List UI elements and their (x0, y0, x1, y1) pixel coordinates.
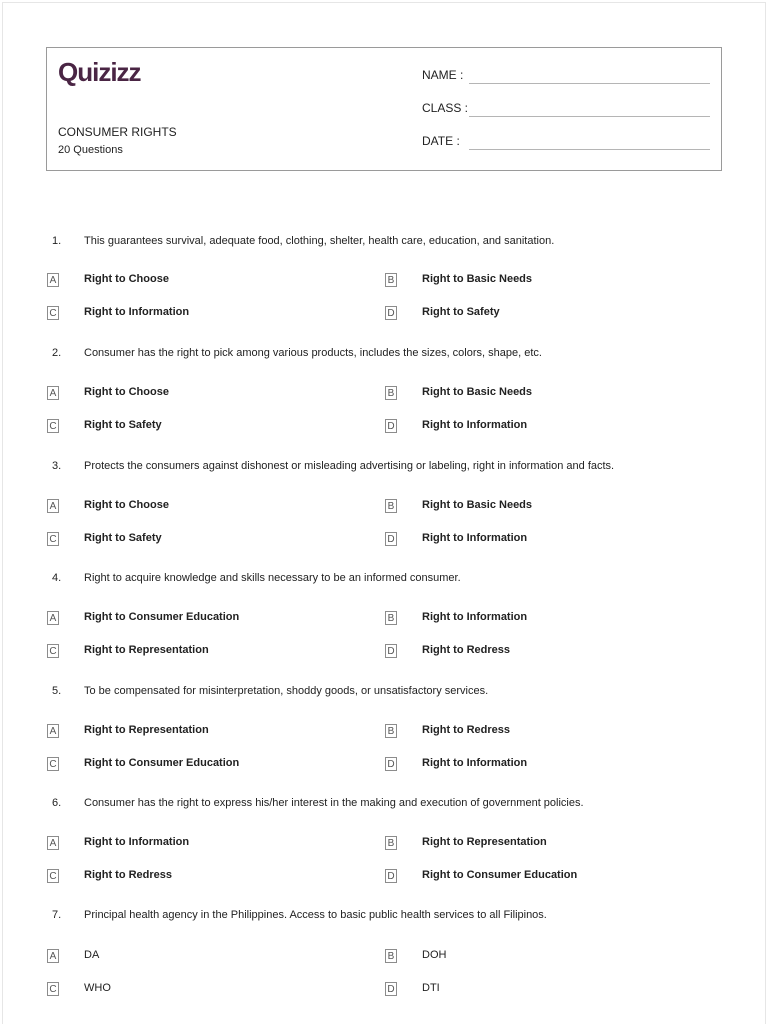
question-number: 1. (52, 235, 62, 247)
option-text: Right to Representation (84, 644, 209, 656)
option-text: DOH (422, 949, 447, 961)
option-letter-box: C (47, 532, 59, 546)
option-text: Right to Redress (422, 644, 511, 656)
option-letter-box: C (47, 982, 59, 996)
option-letter-box: D (385, 869, 397, 883)
option-text: Right to Redress (84, 869, 173, 881)
option-text: Right to Safety (422, 306, 500, 318)
option-text: Right to Representation (84, 724, 209, 736)
option-letter-box: D (385, 982, 397, 996)
question-number: 6. (52, 797, 62, 809)
option-text: Right to Information (84, 306, 190, 318)
option-letter-box: C (47, 306, 59, 320)
option-text: Right to Safety (84, 419, 162, 431)
option-letter-box: A (47, 949, 59, 963)
option-text: Right to Information (422, 757, 528, 769)
question-number: 7. (52, 909, 62, 921)
name-field[interactable] (422, 66, 710, 86)
question-text: Principal health agency in the Philippines. Access to basic public health services to all Filipinos. (84, 909, 547, 921)
option-text: Right to Basic Needs (422, 386, 533, 398)
option-letter-box: D (385, 644, 397, 658)
question-number: 2. (52, 347, 62, 359)
option-letter-box: B (385, 499, 397, 513)
question-text: Consumer has the right to pick among various products, includes the sizes, colors, shape, etc. (84, 347, 542, 359)
name-line[interactable] (469, 83, 710, 84)
option-letter-box: C (47, 644, 59, 658)
question-text: Protects the consumers against dishonest or misleading advertising or labeling, right in information and facts. (84, 460, 615, 472)
option-text: WHO (84, 982, 111, 994)
option-text: Right to Choose (84, 273, 169, 285)
question-number: 5. (52, 685, 62, 697)
option-letter-box: D (385, 306, 397, 320)
option-letter-box: D (385, 419, 397, 433)
question-text: To be compensated for misinterpretation, shoddy goods, or unsatisfactory services. (84, 685, 489, 697)
question-text: This guarantees survival, adequate food, clothing, shelter, health care, education, and sanitation. (84, 235, 555, 247)
option-letter-box: A (47, 273, 59, 287)
question-number: 3. (52, 460, 62, 472)
date-label: DATE : (422, 134, 460, 148)
date-field[interactable] (422, 132, 710, 152)
option-letter-box: A (47, 724, 59, 738)
option-text: Right to Representation (422, 836, 547, 848)
option-text: Right to Consumer Education (84, 757, 240, 769)
option-text: DTI (422, 982, 440, 994)
option-text: DA (84, 949, 100, 961)
option-letter-box: C (47, 757, 59, 771)
class-line[interactable] (469, 116, 710, 117)
question-text: Right to acquire knowledge and skills necessary to be an informed consumer. (84, 572, 461, 584)
option-text: Right to Basic Needs (422, 499, 533, 511)
option-letter-box: B (385, 386, 397, 400)
option-letter-box: D (385, 532, 397, 546)
option-letter-box: B (385, 724, 397, 738)
class-label: CLASS : (422, 101, 469, 115)
option-letter-box: A (47, 499, 59, 513)
option-letter-box: C (47, 869, 59, 883)
option-text: Right to Information (84, 836, 190, 848)
quiz-title: CONSUMER RIGHTS (58, 125, 177, 139)
option-text: Right to Information (422, 532, 528, 544)
option-letter-box: A (47, 836, 59, 850)
class-field[interactable] (422, 99, 710, 119)
option-letter-box: A (47, 611, 59, 625)
option-text: Right to Consumer Education (84, 611, 240, 623)
option-text: Right to Choose (84, 386, 169, 398)
question-count: 20 Questions (58, 144, 123, 156)
option-text: Right to Choose (84, 499, 169, 511)
option-letter-box: C (47, 419, 59, 433)
option-letter-box: A (47, 386, 59, 400)
option-text: Right to Safety (84, 532, 162, 544)
question-number: 4. (52, 572, 62, 584)
option-text: Right to Consumer Education (422, 869, 578, 881)
question-text: Consumer has the right to express his/her interest in the making and execution of government policies. (84, 797, 584, 809)
date-line[interactable] (469, 149, 710, 150)
option-letter-box: B (385, 949, 397, 963)
option-letter-box: B (385, 273, 397, 287)
quizizz-logo: Quizizz (58, 57, 141, 87)
option-letter-box: B (385, 836, 397, 850)
option-letter-box: D (385, 757, 397, 771)
worksheet-header (46, 47, 722, 171)
option-text: Right to Redress (422, 724, 511, 736)
option-text: Right to Information (422, 611, 528, 623)
name-label: NAME : (422, 68, 464, 82)
option-letter-box: B (385, 611, 397, 625)
option-text: Right to Basic Needs (422, 273, 533, 285)
option-text: Right to Information (422, 419, 528, 431)
